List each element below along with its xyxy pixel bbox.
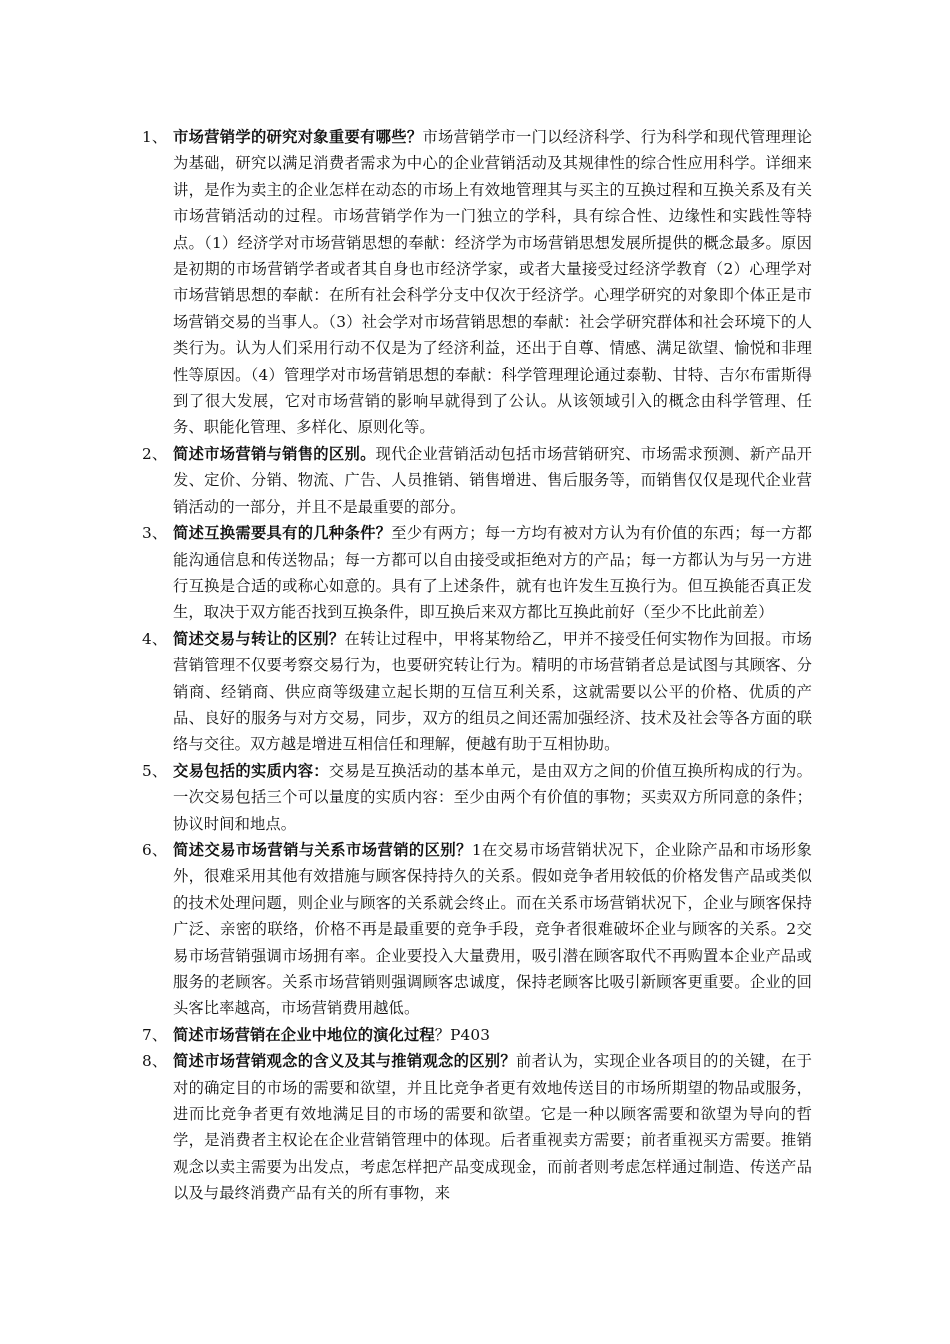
item-question: 简述市场营销在企业中地位的演化过程	[173, 1025, 435, 1044]
item-number: 2、	[142, 444, 168, 463]
item-question: 简述互换需要具有的几种条件？	[173, 524, 392, 543]
item-question: 简述市场营销观念的含义及其与推销观念的区别？	[173, 1052, 516, 1071]
item-question: 简述交易市场营销与关系市场营销的区别？	[173, 840, 472, 859]
item-number: 5、	[142, 761, 168, 780]
item-number: 3、	[142, 524, 168, 543]
list-item	[142, 758, 812, 837]
list-item	[142, 1022, 812, 1048]
item-number: 1、	[142, 128, 168, 146]
list-item	[142, 837, 812, 1022]
item-answer: 市场营销学市一门以经济科学、行为科学和现代管理理论为基础，研究以满足消费者需求为中心的企业营销活动及其规律性的综合性应用科学。详细来讲，是作为卖主的企业怎样在动态的市场上有效地管理其与买主的互换过程和互换关系及有关市场营销活动的过程。市场营销学作为一门独立的学科，具有综合性、边缘性和实践性等特点。（1）经济学对市场营销思想的奉献：经济学为市场营销思想发展所提供的概念最多。原因是初期的市场营销学者或者其自身也市经济学家，或者大量接受过经济学教育（2）心理学对市场营销思想的奉献：在所有社会科学分支中仅次于经济学。心理学研究的对象即个体正是市场营销交易的当事人。（3）社会学对市场营销思想的奉献：社会学研究群体和社会环境下的人类行为。认为人们采用行动不仅是为了经济利益，还出于自尊、情感、满足欲望、愉悦和非理性等原因。（4）管理学对市场营销思想的奉献：科学管理理论通过泰勒、甘特、吉尔布雷斯得到了很大发展，它对市场营销的影响早就得到了公认。从该领域引入的概念由科学管理、任务、职能化管理、多样化、原则化等。	[173, 128, 812, 437]
item-number: 7、	[142, 1025, 168, 1044]
item-number: 8、	[142, 1052, 168, 1071]
item-answer: 前者认为，实现企业各项目的的关键，在于对的确定目的市场的需要和欲望，并且比竞争者更有效地传送目的市场所期望的物品或服务，进而比竞争者更有效地满足目的市场的需要和欲望。它是一种以顾客需要和欲望为导向的哲学，是消费者主权论在企业营销管理中的体现。后者重视卖方需要；前者重视买方需要。推销观念以卖主需要为出发点，考虑怎样把产品变成现金，而前者则考虑怎样通过制造、传送产品以及与最终消费产品有关的所有事物，来	[173, 1052, 812, 1203]
item-answer: 1在交易市场营销状况下，企业除产品和市场形象外，很难采用其他有效措施与顾客保持持久的关系。假如竞争者用较低的价格发售产品或类似的技术处理问题，则企业与顾客的关系就会终止。而在关系市场营销状况下，企业与顾客保持广泛、亲密的联络，价格不再是最重要的竞争手段，竞争者很难破坏企业与顾客的关系。2交易市场营销强调市场拥有率。企业要投入大量费用，吸引潜在顾客取代不再购置本企业产品或服务的老顾客。关系市场营销则强调顾客忠诚度，保持老顾客比吸引新顾客更重要。企业的回头客比率越高，市场营销费用越低。	[173, 840, 812, 1018]
item-question: 简述交易与转让的区别？	[173, 629, 345, 648]
list-item	[142, 626, 812, 758]
list-item	[142, 124, 812, 441]
list-item	[142, 1048, 812, 1206]
item-answer: ？P403	[434, 1025, 491, 1044]
list-item	[142, 441, 812, 520]
item-question: 简述市场营销与销售的区别。	[173, 444, 376, 463]
item-number: 4、	[142, 629, 168, 648]
item-answer: 在转让过程中，甲将某物给乙，甲并不接受任何实物作为回报。市场营销管理不仅要考察交易行为，也要研究转让行为。精明的市场营销者总是试图与其顾客、分销商、经销商、供应商等级建立起长期的互信互利关系，这就需要以公平的价格、优质的产品、良好的服务与对方交易，同步，双方的组员之间还需加强经济、技术及社会等各方面的联络与交往。双方越是增进互相信任和理解，便越有助于互相协助。	[173, 629, 812, 754]
item-answer: 交易是互换活动的基本单元，是由双方之间的价值互换所构成的行为。一次交易包括三个可以量度的实质内容：至少由两个有价值的事物；买卖双方所同意的条件；协议时间和地点。	[173, 761, 812, 833]
item-question: 交易包括的实质内容：	[173, 761, 329, 780]
question-list	[142, 124, 812, 1207]
item-number: 6、	[142, 840, 168, 859]
item-answer: 至少有两方；每一方均有被对方认为有价值的东西；每一方都能沟通信息和传送物品；每一方都可以自由接受或拒绝对方的产品；每一方都认为与另一方进行互换是合适的或称心如意的。具有了上述条件，就有也许发生互换行为。但互换能否真正发生，取决于双方能否找到互换条件，即互换后来双方都比互换此前好（至少不比此前差）	[173, 524, 812, 622]
list-item	[142, 520, 812, 626]
item-answer: 现代企业营销活动包括市场营销研究、市场需求预测、新产品开发、定价、分销、物流、广告、人员推销、销售增进、售后服务等，而销售仅仅是现代企业营销活动的一部分，并且不是最重要的部分。	[173, 444, 812, 516]
item-question: 市场营销学的研究对象重要有哪些？	[173, 128, 423, 146]
